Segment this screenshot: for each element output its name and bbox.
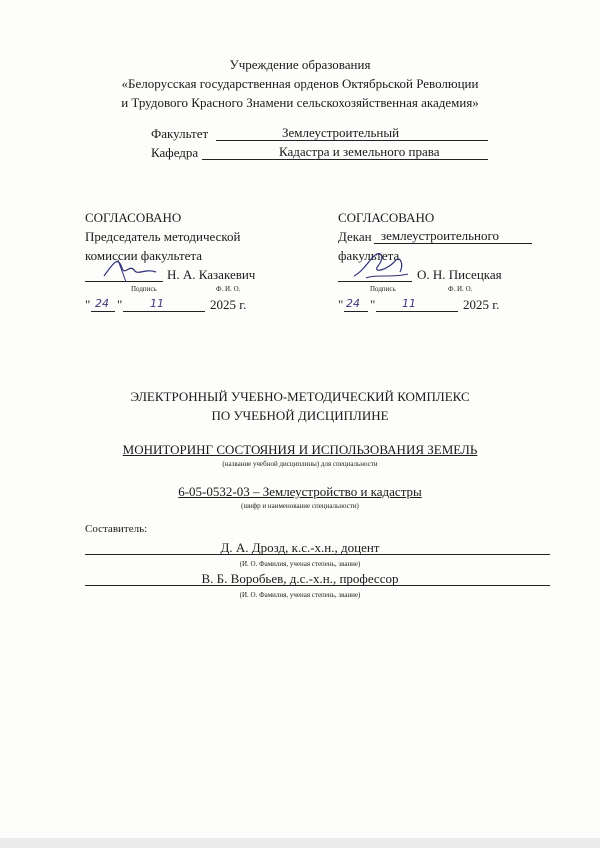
approval-left-month-line	[123, 311, 205, 312]
approval-right-role1-value: землеустроительного	[381, 228, 499, 243]
author1-caption: (И. О. Фамилия, ученая степень, звание)	[239, 560, 361, 568]
approval-left-role1: Председатель методической	[85, 229, 241, 244]
approval-right-caption-fio: Ф. И. О.	[448, 285, 473, 293]
approval-left-role2: комиссии факультета	[85, 248, 203, 263]
approval-right-day: 24	[346, 297, 360, 310]
faculty-value: Землеустроительный	[282, 125, 400, 140]
faculty-label: Факультет	[151, 126, 209, 141]
scan-edge-bottom	[0, 838, 600, 848]
discipline-name: МОНИТОРИНГ СОСТОЯНИЯ И ИСПОЛЬЗОВАНИЯ ЗЕМЕЛЬ	[122, 442, 478, 457]
approval-right-role1: Декан	[338, 229, 372, 244]
approval-left-day-line	[91, 311, 115, 312]
approval-right-day-line	[344, 311, 368, 312]
specialty-name: 6-05-0532-03 – Землеустройство и кадастры	[178, 484, 422, 499]
doc-title-line1: ЭЛЕКТРОННЫЙ УЧЕБНО-МЕТОДИЧЕСКИЙ КОМПЛЕКС	[130, 389, 470, 404]
department-value: Кадастра и земельного права	[279, 144, 440, 159]
approval-left-year: 2025 г.	[210, 297, 247, 312]
approval-right-close-quote: "	[370, 297, 376, 312]
discipline-caption: (название учебной дисциплины) для специальности	[222, 460, 378, 468]
approval-left-title: СОГЛАСОВАНО	[85, 210, 182, 225]
approval-right-title: СОГЛАСОВАНО	[338, 210, 435, 225]
approval-left-caption-sign: Подпись	[131, 285, 157, 293]
approval-right-caption-sign: Подпись	[370, 285, 396, 293]
approval-left-signature	[100, 254, 160, 284]
author2-caption: (И. О. Фамилия, ученая степень, звание)	[239, 591, 361, 599]
approval-left-close-quote: "	[117, 297, 123, 312]
author1-name: Д. А. Дрозд, к.с.-х.н., доцент	[220, 540, 380, 555]
approval-left-month: 11	[150, 297, 164, 310]
approval-right-year: 2025 г.	[463, 297, 500, 312]
approval-left-day: 24	[95, 297, 109, 310]
approval-left-open-quote: "	[85, 297, 91, 312]
doc-title-line2: ПО УЧЕБНОЙ ДИСЦИПЛИНЕ	[211, 408, 389, 423]
authors-label: Составитель:	[85, 523, 148, 535]
department-label: Кафедра	[151, 145, 199, 160]
approval-right-open-quote: "	[338, 297, 344, 312]
author2-name: В. Б. Воробьев, д.с.-х.н., профессор	[201, 571, 399, 586]
approval-left-caption-fio: Ф. И. О.	[216, 285, 241, 293]
approval-right-month-line	[376, 311, 458, 312]
institution-type: Учреждение образования	[229, 57, 371, 72]
approval-left-name: Н. А. Казакевич	[167, 267, 256, 282]
specialty-caption: (шифр и наименование специальности)	[241, 502, 359, 510]
institution-name-line1: «Белорусская государственная орденов Октябрьской Революции	[121, 76, 479, 91]
approval-right-name: О. Н. Писецкая	[417, 267, 502, 282]
approval-right-role2: факультета	[338, 248, 400, 263]
approval-right-month: 11	[402, 297, 416, 310]
institution-name-line2: и Трудового Красного Знамени сельскохозяйственная академия»	[121, 95, 479, 110]
approval-right-signature	[352, 248, 412, 284]
